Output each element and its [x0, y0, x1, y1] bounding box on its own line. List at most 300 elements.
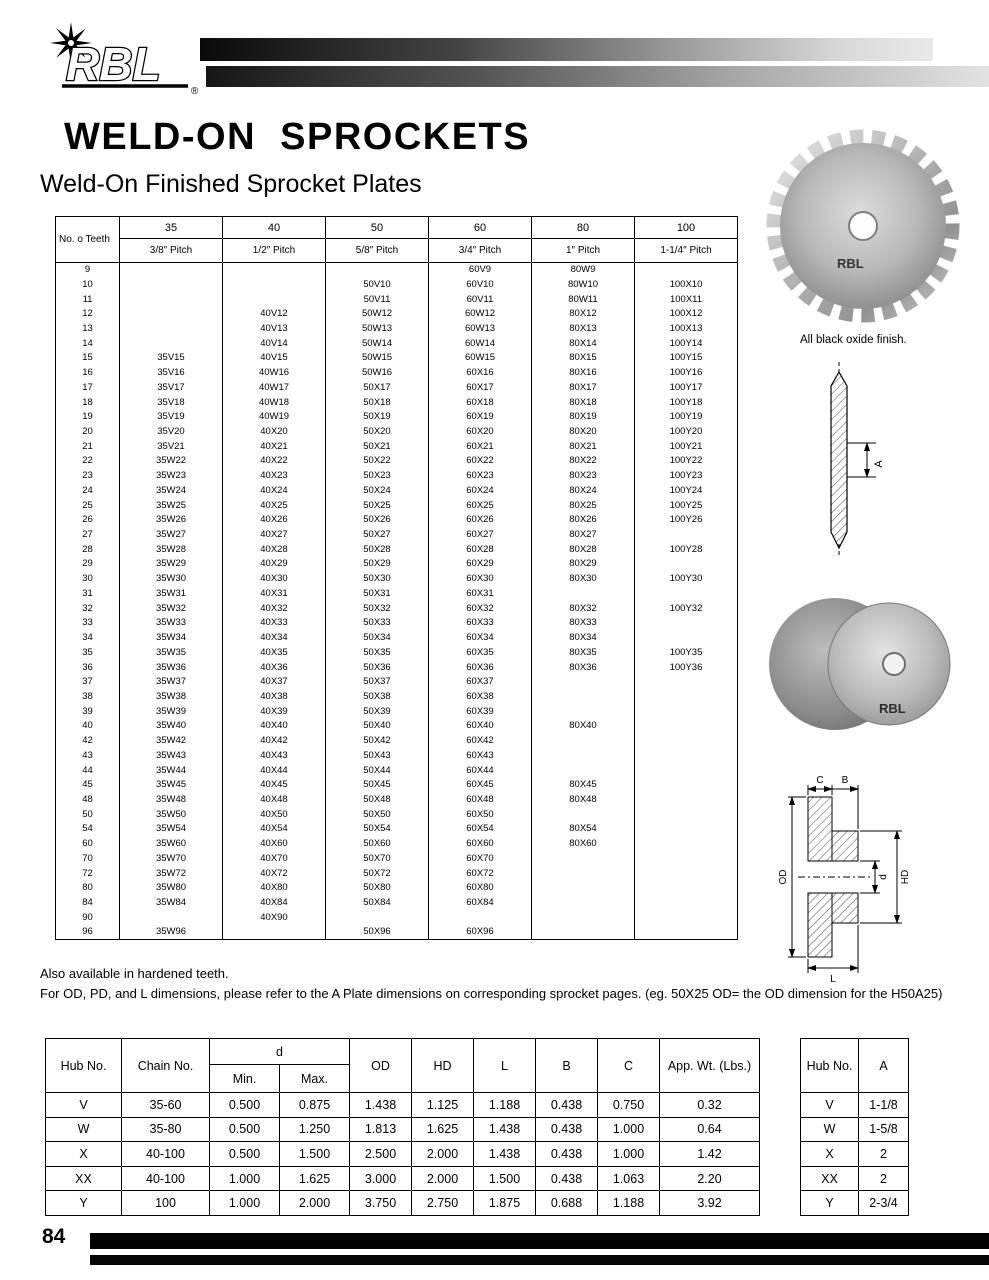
- part-number-cell: 60X60: [429, 837, 532, 852]
- part-number-cell: 35V18: [120, 395, 223, 410]
- a-row: [801, 1191, 909, 1216]
- part-number-cell: 50X40: [326, 719, 429, 734]
- part-number-cell: 60X45: [429, 778, 532, 793]
- a-cell: Y: [801, 1191, 859, 1216]
- part-number-cell: 80X13: [532, 321, 635, 336]
- part-number-cell: 80X34: [532, 630, 635, 645]
- hub-cell: 2.000: [412, 1166, 474, 1191]
- part-number-cell: 100X13: [635, 321, 738, 336]
- a-cell: XX: [801, 1166, 859, 1191]
- part-number-cell: 35V17: [120, 380, 223, 395]
- part-number-cell: 50X28: [326, 542, 429, 557]
- part-number-cell: 40X90: [223, 910, 326, 925]
- part-number-cell: [635, 895, 738, 910]
- part-number-cell: 35W24: [120, 483, 223, 498]
- part-number-cell: 35W32: [120, 601, 223, 616]
- sprocket-brand-label: RBL: [837, 256, 864, 271]
- hub-cell: 1.125: [412, 1093, 474, 1118]
- hub-cell: 35-60: [122, 1093, 210, 1118]
- part-number-cell: [635, 675, 738, 690]
- part-number-cell: 40W17: [223, 380, 326, 395]
- sprocket-row: [56, 807, 738, 822]
- part-number-cell: 35W30: [120, 572, 223, 587]
- part-number-cell: 50X39: [326, 704, 429, 719]
- main-header-sizes-row: [56, 217, 738, 239]
- a-cell: 1-5/8: [859, 1117, 909, 1142]
- teeth-cell: 9: [56, 263, 120, 278]
- part-number-cell: 40X33: [223, 616, 326, 631]
- chain-no-header: Chain No.: [122, 1039, 210, 1093]
- part-number-cell: 50X27: [326, 527, 429, 542]
- part-number-cell: 60X38: [429, 689, 532, 704]
- part-number-cell: 100Y18: [635, 395, 738, 410]
- part-number-cell: 35W22: [120, 454, 223, 469]
- teeth-cell: 72: [56, 866, 120, 881]
- teeth-cell: 16: [56, 366, 120, 381]
- a-cell: 2-3/4: [859, 1191, 909, 1216]
- part-number-cell: 35W33: [120, 616, 223, 631]
- part-number-cell: 40V13: [223, 321, 326, 336]
- plate-section-top: [808, 797, 832, 861]
- hub-cell: 3.000: [350, 1166, 412, 1191]
- teeth-cell: 31: [56, 586, 120, 601]
- part-number-cell: 50X50: [326, 807, 429, 822]
- part-number-cell: 50X37: [326, 675, 429, 690]
- part-number-cell: 50X23: [326, 469, 429, 484]
- part-number-cell: 80X24: [532, 483, 635, 498]
- logo-text: RBL: [66, 38, 161, 90]
- plate-section: [831, 372, 847, 548]
- part-number-cell: 35W60: [120, 837, 223, 852]
- sprocket-row: [56, 601, 738, 616]
- part-number-cell: 100Y24: [635, 483, 738, 498]
- part-number-cell: 50X33: [326, 616, 429, 631]
- sprocket-row: [56, 572, 738, 587]
- hub-cell: 0.750: [598, 1093, 660, 1118]
- hub-section-bottom: [832, 893, 858, 923]
- teeth-cell: 84: [56, 895, 120, 910]
- part-number-cell: 100X10: [635, 277, 738, 292]
- part-number-cell: 40X39: [223, 704, 326, 719]
- part-number-cell: 80X27: [532, 527, 635, 542]
- part-number-cell: 60X39: [429, 704, 532, 719]
- part-number-cell: 40X21: [223, 439, 326, 454]
- part-number-cell: 35W25: [120, 498, 223, 513]
- part-number-cell: 100Y26: [635, 513, 738, 528]
- part-number-cell: 80X28: [532, 542, 635, 557]
- part-number-cell: [120, 277, 223, 292]
- part-number-cell: 100Y22: [635, 454, 738, 469]
- part-number-cell: [120, 307, 223, 322]
- teeth-cell: 20: [56, 424, 120, 439]
- hub-cell: 2.750: [412, 1191, 474, 1216]
- part-number-cell: [120, 336, 223, 351]
- sprocket-row: [56, 778, 738, 793]
- part-number-cell: 40X26: [223, 513, 326, 528]
- part-number-cell: 35W23: [120, 469, 223, 484]
- part-number-cell: 50X60: [326, 837, 429, 852]
- part-number-cell: 100Y25: [635, 498, 738, 513]
- part-number-cell: [532, 763, 635, 778]
- sprocket-row: [56, 277, 738, 292]
- part-number-cell: 50X96: [326, 925, 429, 940]
- a-cell: V: [801, 1093, 859, 1118]
- part-number-cell: 50X29: [326, 557, 429, 572]
- main-header-pitch-row: [56, 239, 738, 263]
- hub-cell: 1.500: [280, 1142, 350, 1167]
- hub-cell: 1.000: [210, 1191, 280, 1216]
- part-number-cell: 40X50: [223, 807, 326, 822]
- sprocket-row: [56, 837, 738, 852]
- part-number-cell: 60X36: [429, 660, 532, 675]
- part-number-cell: 50X21: [326, 439, 429, 454]
- teeth-cell: 17: [56, 380, 120, 395]
- part-number-cell: 40X70: [223, 851, 326, 866]
- part-number-cell: 50X34: [326, 630, 429, 645]
- part-number-cell: [223, 292, 326, 307]
- part-number-cell: 35W44: [120, 763, 223, 778]
- part-number-cell: [635, 837, 738, 852]
- teeth-cell: 54: [56, 822, 120, 837]
- hub-cell: 0.500: [210, 1093, 280, 1118]
- weight-header: App. Wt. (Lbs.): [660, 1039, 760, 1093]
- part-number-cell: 60X30: [429, 572, 532, 587]
- gradient-bar-top: [200, 38, 933, 61]
- part-number-cell: 35W70: [120, 851, 223, 866]
- sprocket-row: [56, 395, 738, 410]
- part-number-cell: [223, 277, 326, 292]
- part-number-cell: 60W15: [429, 351, 532, 366]
- part-number-cell: 40X80: [223, 881, 326, 896]
- sprocket-row: [56, 689, 738, 704]
- part-number-cell: 40X48: [223, 792, 326, 807]
- part-number-cell: 50X25: [326, 498, 429, 513]
- part-number-cell: [635, 822, 738, 837]
- hub-cell: 1.438: [474, 1142, 536, 1167]
- teeth-cell: 44: [56, 763, 120, 778]
- part-number-cell: 60X26: [429, 513, 532, 528]
- teeth-cell: 30: [56, 572, 120, 587]
- part-number-cell: 60X29: [429, 557, 532, 572]
- hub-row: [46, 1093, 760, 1118]
- part-number-cell: 50W16: [326, 366, 429, 381]
- part-number-cell: [326, 263, 429, 278]
- part-number-cell: [635, 586, 738, 601]
- a-row: [801, 1166, 909, 1191]
- chain-size-header: 50: [326, 217, 429, 239]
- part-number-cell: 60X43: [429, 748, 532, 763]
- part-number-cell: 60X37: [429, 675, 532, 690]
- part-number-cell: [532, 910, 635, 925]
- part-number-cell: 35W80: [120, 881, 223, 896]
- teeth-cell: 33: [56, 616, 120, 631]
- part-number-cell: [532, 881, 635, 896]
- hub-no-header: Hub No.: [46, 1039, 122, 1093]
- part-number-cell: 40W16: [223, 366, 326, 381]
- part-number-cell: [326, 910, 429, 925]
- part-number-cell: 40X44: [223, 763, 326, 778]
- part-number-cell: 60X48: [429, 792, 532, 807]
- part-number-cell: 60W13: [429, 321, 532, 336]
- hub-a-table: [800, 1038, 909, 1216]
- teeth-cell: 13: [56, 321, 120, 336]
- teeth-cell: 27: [56, 527, 120, 542]
- part-number-cell: 80X21: [532, 439, 635, 454]
- part-number-cell: 100Y15: [635, 351, 738, 366]
- hub-cell: 0.688: [536, 1191, 598, 1216]
- hub-cell: 35-80: [122, 1117, 210, 1142]
- hub-cell: 2.20: [660, 1166, 760, 1191]
- part-number-cell: [635, 807, 738, 822]
- a-cell: 2: [859, 1166, 909, 1191]
- part-number-cell: 40V12: [223, 307, 326, 322]
- part-number-cell: 60X80: [429, 881, 532, 896]
- sprocket-row: [56, 851, 738, 866]
- pitch-header: 1″ Pitch: [532, 239, 635, 263]
- part-number-cell: 80X45: [532, 778, 635, 793]
- chain-size-header: 100: [635, 217, 738, 239]
- sprocket-row: [56, 719, 738, 734]
- pitch-header: 3/8″ Pitch: [120, 239, 223, 263]
- a-table-header-row: [801, 1039, 909, 1093]
- part-number-cell: 35V16: [120, 366, 223, 381]
- part-number-cell: [635, 763, 738, 778]
- part-number-cell: 50V11: [326, 292, 429, 307]
- part-number-cell: 60X24: [429, 483, 532, 498]
- hub-cell: 1.000: [598, 1117, 660, 1142]
- part-number-cell: 80W9: [532, 263, 635, 278]
- hub-cell: 1.500: [474, 1166, 536, 1191]
- hub-cell: 2.500: [350, 1142, 412, 1167]
- hub-cell: 0.500: [210, 1117, 280, 1142]
- pitch-header: 5/8″ Pitch: [326, 239, 429, 263]
- sprocket-plate-table: [55, 216, 738, 940]
- part-number-cell: 35V21: [120, 439, 223, 454]
- part-number-cell: 50X26: [326, 513, 429, 528]
- sprocket-row: [56, 424, 738, 439]
- teeth-cell: 32: [56, 601, 120, 616]
- hub-cell: 1.188: [598, 1191, 660, 1216]
- part-number-cell: 100Y32: [635, 601, 738, 616]
- part-number-cell: 50V10: [326, 277, 429, 292]
- part-number-cell: [635, 881, 738, 896]
- part-number-cell: 35W36: [120, 660, 223, 675]
- part-number-cell: 80X25: [532, 498, 635, 513]
- part-number-cell: 50X18: [326, 395, 429, 410]
- teeth-cell: 37: [56, 675, 120, 690]
- part-number-cell: [532, 704, 635, 719]
- part-number-cell: 60X32: [429, 601, 532, 616]
- part-number-cell: 100Y30: [635, 572, 738, 587]
- part-number-cell: [120, 910, 223, 925]
- teeth-cell: 40: [56, 719, 120, 734]
- hub-header-row-1: [46, 1039, 760, 1065]
- part-number-cell: [635, 616, 738, 631]
- hub-cell: 1.188: [474, 1093, 536, 1118]
- teeth-cell: 12: [56, 307, 120, 322]
- hub-cell: 2.000: [412, 1142, 474, 1167]
- part-number-cell: 60X19: [429, 410, 532, 425]
- part-number-cell: [635, 925, 738, 940]
- sprocket-row: [56, 734, 738, 749]
- sprocket-row: [56, 321, 738, 336]
- part-number-cell: [532, 807, 635, 822]
- teeth-cell: 15: [56, 351, 120, 366]
- part-number-cell: 80X33: [532, 616, 635, 631]
- part-number-cell: 35W72: [120, 866, 223, 881]
- part-number-cell: 50X31: [326, 586, 429, 601]
- teeth-cell: 35: [56, 645, 120, 660]
- part-number-cell: 80X15: [532, 351, 635, 366]
- teeth-cell: 21: [56, 439, 120, 454]
- part-number-cell: 35W31: [120, 586, 223, 601]
- hub-bore: [883, 653, 905, 675]
- hub-brand-label: RBL: [879, 701, 906, 716]
- d-min-header: Min.: [210, 1065, 280, 1093]
- hub-cell: 0.438: [536, 1142, 598, 1167]
- part-number-cell: 50W14: [326, 336, 429, 351]
- part-number-cell: 35W28: [120, 542, 223, 557]
- part-number-cell: 60W12: [429, 307, 532, 322]
- part-number-cell: 40X25: [223, 498, 326, 513]
- part-number-cell: 80W11: [532, 292, 635, 307]
- part-number-cell: [532, 925, 635, 940]
- part-number-cell: 60X16: [429, 366, 532, 381]
- hub-cell: 1.813: [350, 1117, 412, 1142]
- hub-section-drawing: [778, 773, 943, 985]
- a-cell: X: [801, 1142, 859, 1167]
- part-number-cell: 40X35: [223, 645, 326, 660]
- sprocket-row: [56, 881, 738, 896]
- a-row: [801, 1142, 909, 1167]
- part-number-cell: 50X48: [326, 792, 429, 807]
- a-cell: W: [801, 1117, 859, 1142]
- part-number-cell: 100X12: [635, 307, 738, 322]
- sprocket-row: [56, 645, 738, 660]
- sprocket-row: [56, 527, 738, 542]
- teeth-cell: 80: [56, 881, 120, 896]
- part-number-cell: 35V19: [120, 410, 223, 425]
- hub-row: [46, 1191, 760, 1216]
- part-number-cell: 40W18: [223, 395, 326, 410]
- part-number-cell: 60X40: [429, 719, 532, 734]
- part-number-cell: 100Y23: [635, 469, 738, 484]
- sprocket-row: [56, 307, 738, 322]
- part-number-cell: 35V20: [120, 424, 223, 439]
- part-number-cell: 60W14: [429, 336, 532, 351]
- part-number-cell: 40X22: [223, 454, 326, 469]
- part-number-cell: 100Y36: [635, 660, 738, 675]
- part-number-cell: 40X32: [223, 601, 326, 616]
- sprocket-row: [56, 263, 738, 278]
- part-number-cell: 35V15: [120, 351, 223, 366]
- hub-cell: 2.000: [280, 1191, 350, 1216]
- teeth-cell: 23: [56, 469, 120, 484]
- hub-cell: 3.750: [350, 1191, 412, 1216]
- part-number-cell: 60X34: [429, 630, 532, 645]
- teeth-cell: 90: [56, 910, 120, 925]
- teeth-cell: 45: [56, 778, 120, 793]
- part-number-cell: 40X40: [223, 719, 326, 734]
- part-number-cell: 50X36: [326, 660, 429, 675]
- part-number-cell: 80X19: [532, 410, 635, 425]
- teeth-cell: 34: [56, 630, 120, 645]
- part-number-cell: [223, 263, 326, 278]
- part-number-cell: [532, 586, 635, 601]
- part-number-cell: 80X26: [532, 513, 635, 528]
- part-number-cell: 50X45: [326, 778, 429, 793]
- part-number-cell: 35W45: [120, 778, 223, 793]
- teeth-cell: 36: [56, 660, 120, 675]
- part-number-cell: [429, 910, 532, 925]
- teeth-cell: 10: [56, 277, 120, 292]
- part-number-cell: 80X32: [532, 601, 635, 616]
- sprocket-row: [56, 351, 738, 366]
- part-number-cell: 35W96: [120, 925, 223, 940]
- hub-cell: 0.438: [536, 1093, 598, 1118]
- part-number-cell: 40X36: [223, 660, 326, 675]
- part-number-cell: [532, 895, 635, 910]
- pitch-header: 1-1/4″ Pitch: [635, 239, 738, 263]
- sprocket-row: [56, 380, 738, 395]
- part-number-cell: 80X60: [532, 837, 635, 852]
- part-number-cell: 40X23: [223, 469, 326, 484]
- part-number-cell: 40X38: [223, 689, 326, 704]
- part-number-cell: 60X17: [429, 380, 532, 395]
- part-number-cell: 60X20: [429, 424, 532, 439]
- part-number-cell: [635, 263, 738, 278]
- part-number-cell: 40X37: [223, 675, 326, 690]
- footer-bar-top: [90, 1233, 989, 1249]
- part-number-cell: 80X40: [532, 719, 635, 734]
- part-number-cell: 35W84: [120, 895, 223, 910]
- part-number-cell: 40W19: [223, 410, 326, 425]
- footer-bar-bottom: [90, 1255, 989, 1265]
- teeth-cell: 26: [56, 513, 120, 528]
- sprocket-row: [56, 542, 738, 557]
- a-dim-header: A: [859, 1039, 909, 1093]
- part-number-cell: [635, 910, 738, 925]
- part-number-cell: [635, 689, 738, 704]
- hub-cell: 1.625: [280, 1166, 350, 1191]
- teeth-cell: 39: [56, 704, 120, 719]
- part-number-cell: 60X22: [429, 454, 532, 469]
- part-number-cell: 50W12: [326, 307, 429, 322]
- part-number-cell: [635, 778, 738, 793]
- main-table-body: [56, 263, 738, 940]
- part-number-cell: [120, 292, 223, 307]
- plate-side-view-drawing: [806, 360, 916, 560]
- c-header: C: [598, 1039, 660, 1093]
- hub-cell: V: [46, 1093, 122, 1118]
- part-number-cell: 50X24: [326, 483, 429, 498]
- part-number-cell: 35W43: [120, 748, 223, 763]
- hub-cell: 1.438: [350, 1093, 412, 1118]
- part-number-cell: 50X22: [326, 454, 429, 469]
- part-number-cell: 60X28: [429, 542, 532, 557]
- part-number-cell: 50X35: [326, 645, 429, 660]
- part-number-cell: 80X48: [532, 792, 635, 807]
- part-number-cell: 100Y16: [635, 366, 738, 381]
- hub-cell: 1.625: [412, 1117, 474, 1142]
- hub-table-body: [46, 1093, 760, 1216]
- part-number-cell: 35W54: [120, 822, 223, 837]
- teeth-cell: 18: [56, 395, 120, 410]
- sprocket-row: [56, 895, 738, 910]
- part-number-cell: 100Y28: [635, 542, 738, 557]
- part-number-cell: 80X30: [532, 572, 635, 587]
- a-row: [801, 1093, 909, 1118]
